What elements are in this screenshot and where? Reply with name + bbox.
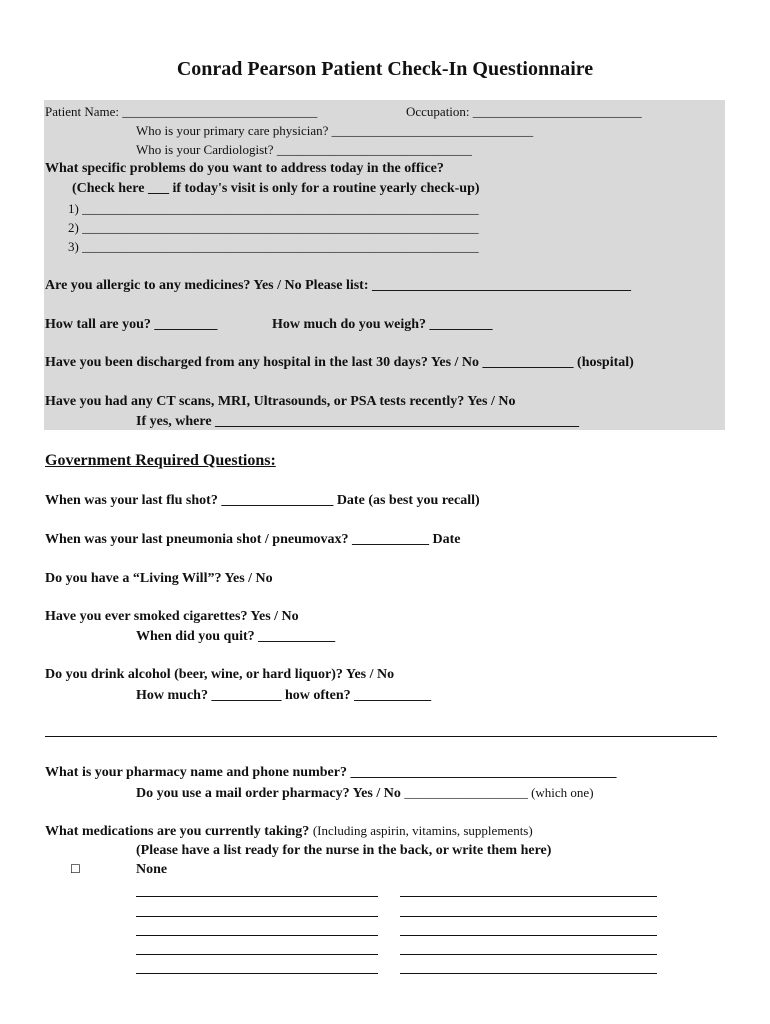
none-checkbox[interactable]: ☐ [70, 862, 81, 876]
none-label: None [136, 862, 168, 877]
section-divider [45, 736, 717, 737]
mail-order-field[interactable]: ___________________ (which one) [404, 785, 594, 800]
height-field[interactable]: How tall are you? _________ [45, 317, 218, 332]
flu-shot-field[interactable]: When was your last flu shot? ________________ Date (as best you recall) [45, 493, 480, 508]
medication-line[interactable] [400, 916, 657, 917]
smoked-question[interactable]: Have you ever smoked cigarettes? Yes / No [45, 609, 299, 624]
occupation-field[interactable]: Occupation: __________________________ [406, 104, 642, 119]
medications-question: What medications are you currently taking? [45, 824, 310, 839]
problem-line-2[interactable]: 2) _____________________________________________________________ [68, 220, 479, 235]
alcohol-question[interactable]: Do you drink alcohol (beer, wine, or hard liquor)? Yes / No [45, 667, 395, 682]
quit-field[interactable]: When did you quit? ___________ [136, 629, 336, 644]
scans-question: Have you had any CT scans, MRI, Ultrasounds, or PSA tests recently? Yes / No [45, 394, 516, 409]
government-heading: Government Required Questions: [45, 452, 276, 469]
medication-line[interactable] [136, 896, 378, 897]
medication-line[interactable] [136, 935, 378, 936]
pneumonia-shot-field[interactable]: When was your last pneumonia shot / pneumovax? ___________ Date [45, 532, 461, 547]
cardiologist-field[interactable]: Who is your Cardiologist? ______________________________ [136, 142, 472, 157]
medications-including: (Including aspirin, vitamins, supplements) [312, 823, 533, 838]
medication-line[interactable] [400, 896, 657, 897]
weight-field[interactable]: How much do you weigh? _________ [272, 317, 493, 332]
allergy-question[interactable]: Are you allergic to any medicines? Yes / No Please list: _____________________________________ [45, 278, 632, 293]
discharged-question[interactable]: Have you been discharged from any hospital in the last 30 days? Yes / No _____________ (hospital) [45, 355, 634, 370]
medication-line[interactable] [400, 954, 657, 955]
primary-care-field[interactable]: Who is your primary care physician? _______________________________ [136, 123, 534, 138]
medication-line[interactable] [136, 954, 378, 955]
medication-line[interactable] [400, 973, 657, 974]
living-will-question[interactable]: Do you have a “Living Will”? Yes / No [45, 571, 273, 586]
patient-name-field[interactable]: Patient Name: ______________________________ [45, 104, 318, 119]
scans-where-field[interactable]: If yes, where ____________________________________________________ [136, 414, 580, 429]
mail-order-question[interactable]: Do you use a mail order pharmacy? Yes / No [136, 786, 401, 801]
checkup-note[interactable]: (Check here ___ if today's visit is only for a routine yearly check-up) [72, 181, 480, 196]
pharmacy-field[interactable]: What is your pharmacy name and phone number? ______________________________________ [45, 765, 617, 780]
alcohol-amount-field[interactable]: How much? __________ how often? ___________ [136, 688, 432, 703]
problem-line-3[interactable]: 3) _____________________________________________________________ [68, 239, 479, 254]
problem-line-1[interactable]: 1) _____________________________________________________________ [68, 201, 479, 216]
problems-question: What specific problems do you want to address today in the office? [45, 161, 444, 176]
medication-line[interactable] [136, 916, 378, 917]
page-title: Conrad Pearson Patient Check-In Questionnaire [176, 58, 594, 80]
medications-list-note: (Please have a list ready for the nurse in the back, or write them here) [136, 843, 552, 858]
medication-line[interactable] [400, 935, 657, 936]
medication-line[interactable] [136, 973, 378, 974]
